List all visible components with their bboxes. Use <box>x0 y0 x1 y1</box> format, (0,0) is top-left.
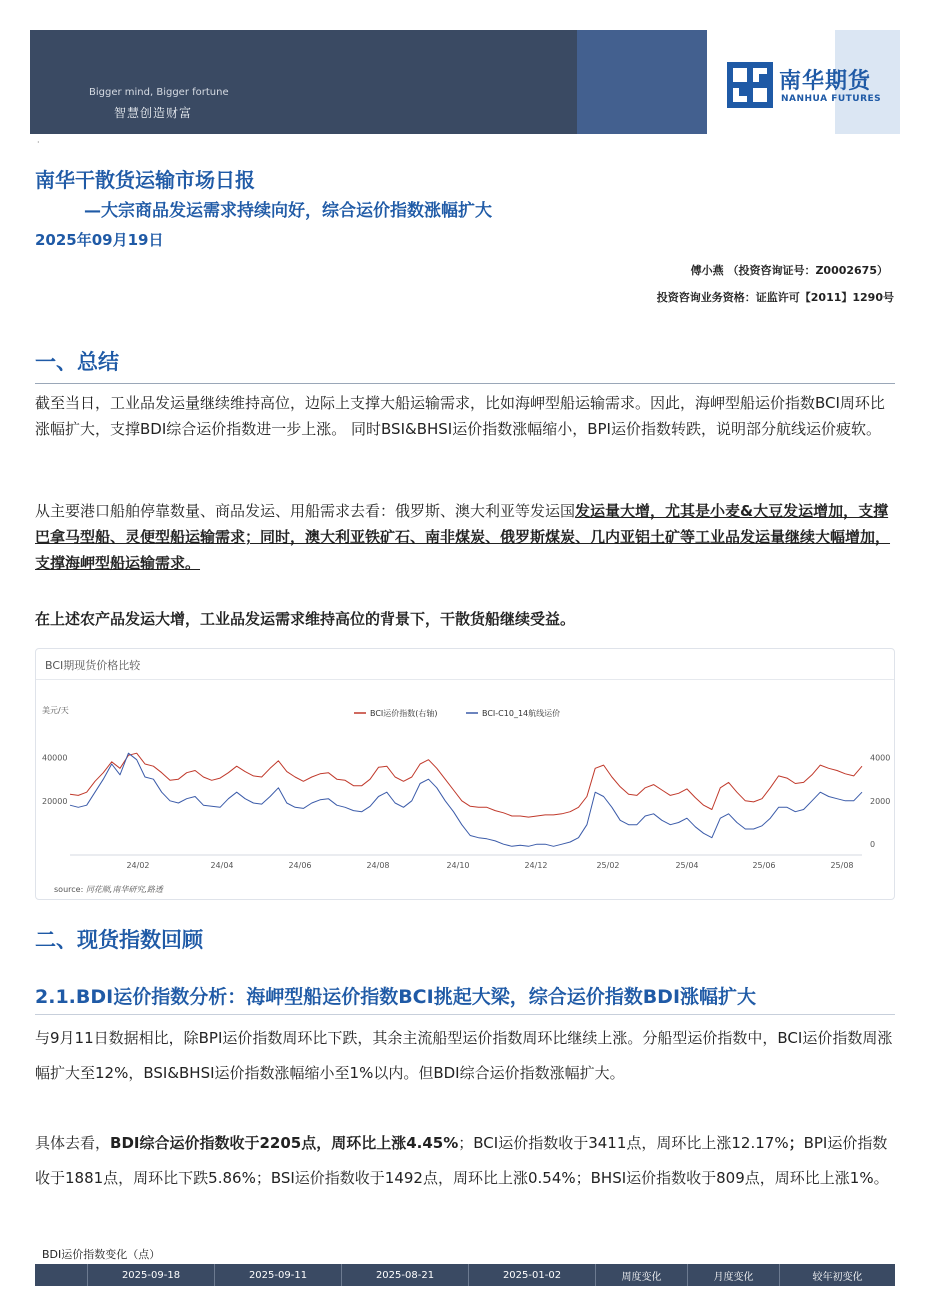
report-subtitle: —大宗商品发运需求持续向好，综合运价指数涨幅扩大 <box>84 201 492 221</box>
left-tick-label: 40000 <box>42 753 68 763</box>
paragraph-text: 具体去看， <box>35 1134 111 1152</box>
x-tick-label: 25/08 <box>830 861 854 870</box>
source-label: source: <box>54 885 84 894</box>
right-tick-label: 2000 <box>870 796 891 806</box>
company-logo <box>727 62 897 112</box>
right-tick-label: 0 <box>870 840 876 850</box>
bci-chart-card <box>35 648 895 900</box>
author-info: 傅小燕 （投资咨询证号：Z0002675） <box>690 264 888 277</box>
report-title: 南华干散货运输市场日报 <box>35 168 255 192</box>
summary-paragraph-3: 在上述农产品发运大增，工业品发运需求维持高位的背景下，干散货船继续受益。 <box>35 610 576 628</box>
x-tick-label: 24/04 <box>210 861 234 870</box>
left-axis-unit: 美元/天 <box>42 706 69 715</box>
series-line <box>70 753 862 817</box>
paragraph-text: 从主要港口船舶停靠数量、商品发运、用船需求去看：俄罗斯、澳大利亚等发运国 <box>35 502 576 520</box>
emphasis-text: BDI综合运价指数收于2205点，周环比上涨4.45% <box>110 1134 459 1152</box>
paragraph-text: ；BCI运价指数收于3411点，周环比上涨12.17% <box>458 1134 789 1152</box>
nanhua-logo-icon <box>727 62 773 108</box>
left-tick-label: 20000 <box>42 796 68 806</box>
banner-panel <box>577 30 707 134</box>
legend-label: BCI运价指数(右轴) <box>370 709 438 718</box>
x-tick-label: 24/06 <box>288 861 312 870</box>
bdi-table-header <box>35 1264 895 1286</box>
qualification-info: 投资咨询业务资格：证监许可【2011】1290号 <box>656 291 894 304</box>
table-header-cell: 较年初变化 <box>812 1271 863 1283</box>
dot-mark: · <box>37 138 40 147</box>
bdi-paragraph-2 <box>35 1126 895 1196</box>
table-header-cell: 2025-08-21 <box>342 1264 469 1286</box>
subsection-divider <box>35 1014 895 1015</box>
table-caption: BDI运价指数变化（点） <box>42 1248 161 1261</box>
chart-source <box>54 884 163 895</box>
x-tick-label: 24/02 <box>126 861 150 870</box>
paragraph-text: BPI运价指数收于1881点，周环比下跌5.86%；BSI运价指数收于1492点，周环比上涨0.54%；BHSI运价指数收于809点，周环比上涨1%。 <box>35 1134 889 1187</box>
table-header-cell: 2025-09-18 <box>88 1264 215 1286</box>
chart-title: BCI期现货价格比较 <box>45 659 141 672</box>
series-line <box>70 753 862 846</box>
section-heading-spot-review: 二、现货指数回顾 <box>35 928 203 952</box>
bdi-paragraph-1: 与9月11日数据相比，除BPI运价指数周环比下跌，其余主流船型运价指数周环比继续上涨。分船型运价指数中，BCI运价指数周涨幅扩大至12%，BSI&BHSI运价指数涨幅缩小至1%以内。但BDI综合运价指数涨幅扩大。 <box>35 1029 893 1082</box>
x-tick-label: 25/02 <box>596 861 620 870</box>
table-header-cell <box>35 1264 88 1286</box>
x-tick-label: 25/04 <box>675 861 699 870</box>
slogan-cn: 智慧创造财富 <box>114 106 193 120</box>
legend-label: BCI-C10_14航线运价 <box>482 709 561 718</box>
header-banner <box>30 30 900 134</box>
right-tick-label: 4000 <box>870 753 891 763</box>
x-tick-label: 24/12 <box>524 861 548 870</box>
summary-paragraph-1: 截至当日，工业品发运量继续维持高位，边际上支撑大船运输需求，比如海岬型船运输需求。因此，海岬型船运价指数BCI周环比涨幅扩大，支撑BDI综合运价指数进一步上涨。 同时BSI&BHSI运价指数涨幅缩小，BPI运价指数转跌，说明部分航线运价疲软。 <box>35 394 885 438</box>
slogan-en: Bigger mind, Bigger fortune <box>89 87 229 98</box>
emphasis-text: 发运量大增，尤其是小麦&大豆发运增加，支撑巴拿马型船、灵便型船运输需求；同时，澳大利亚铁矿石、南非煤炭、俄罗斯煤炭、几内亚铝土矿等工业品发运量继续大幅增加，支撑海岬型船运输需求。 <box>35 502 891 572</box>
subsection-heading-bdi: 2.1.BDI运价指数分析：海岬型船运价指数BCI挑起大梁，综合运价指数BDI涨幅扩大 <box>35 986 757 1008</box>
emphasis-text: ； <box>788 1134 804 1152</box>
source-text: 同花顺,南华研究,路透 <box>85 885 163 894</box>
section-divider <box>35 383 895 384</box>
table-header-cell: 2025-01-02 <box>469 1264 596 1286</box>
table-header-cell: 2025-09-11 <box>215 1264 342 1286</box>
report-date: 2025年09月19日 <box>35 231 164 249</box>
x-tick-label: 24/10 <box>446 861 470 870</box>
bci-line-chart <box>36 680 894 880</box>
x-tick-label: 24/08 <box>366 861 390 870</box>
logo-name-en: NANHUA FUTURES <box>781 94 882 104</box>
x-tick-label: 25/06 <box>752 861 776 870</box>
table-header-cell: 月度变化 <box>688 1264 780 1286</box>
logo-name-cn: 南华期货 <box>779 69 872 94</box>
summary-paragraph-2 <box>35 498 895 576</box>
section-heading-summary: 一、总结 <box>35 350 119 374</box>
table-header-cell: 周度变化 <box>596 1264 688 1286</box>
